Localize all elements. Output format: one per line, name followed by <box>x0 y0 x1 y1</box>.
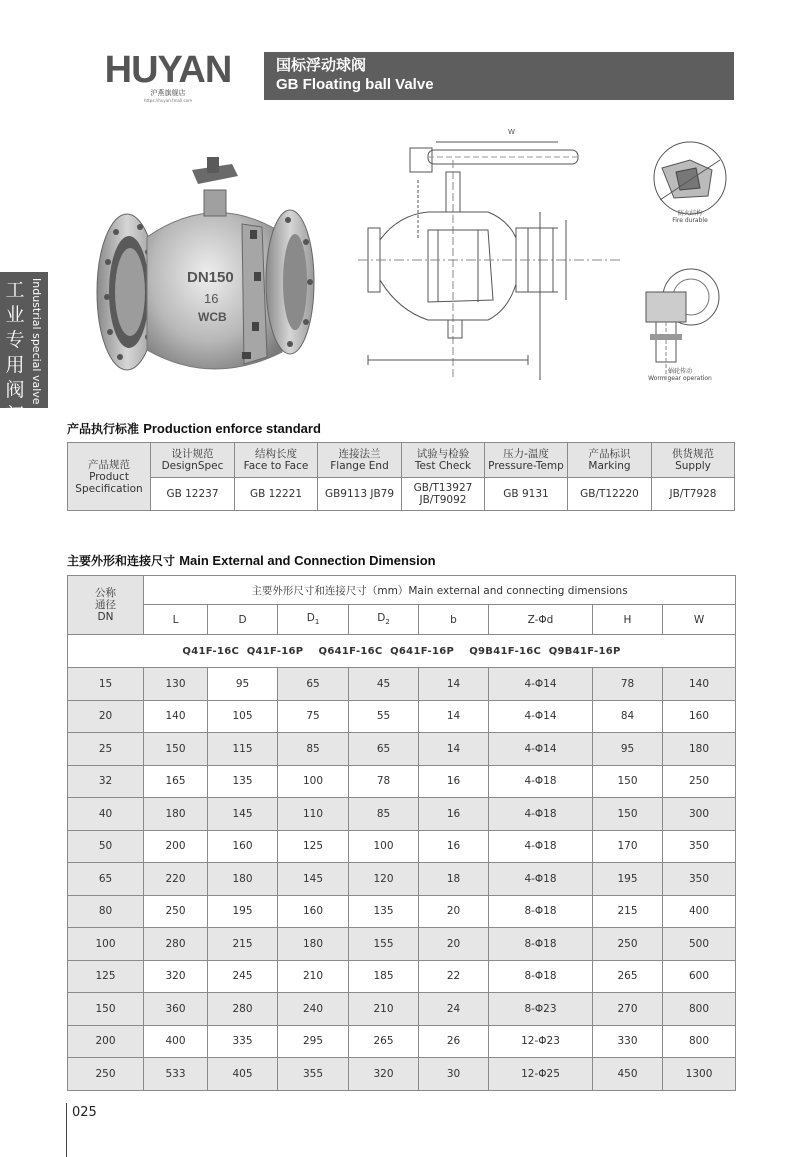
dimension-cell: 8-Φ23 <box>489 993 593 1026</box>
dimension-table <box>67 575 736 1091</box>
product-title-en: GB Floating ball Valve <box>276 76 434 93</box>
table-row <box>68 733 736 766</box>
dimension-cell: 16 <box>419 765 489 798</box>
dn-cell: 80 <box>68 895 144 928</box>
drawing-dim-w: W <box>508 128 515 136</box>
table-row <box>68 668 736 701</box>
category-side-tab <box>0 272 48 426</box>
dimension-cell: 350 <box>663 863 736 896</box>
row-label-cn: 产品规范 <box>88 458 130 471</box>
dimension-cell: 270 <box>593 993 663 1026</box>
dimension-cell: 180 <box>278 928 349 961</box>
dimension-cell: 320 <box>144 960 208 993</box>
col-en: Flange End <box>330 460 389 472</box>
dimension-cell: 20 <box>419 895 489 928</box>
dimension-cell: 160 <box>208 830 278 863</box>
standard-value: GB/T12220 <box>568 478 652 511</box>
dimension-title-cn: 主要外形和连接尺寸 <box>67 554 176 568</box>
dimension-cell: 245 <box>208 960 278 993</box>
detail-1-caption <box>648 208 732 224</box>
dimension-cell: 155 <box>349 928 419 961</box>
dimension-cell: 405 <box>208 1058 278 1091</box>
detail-1-caption-en: Fire durable <box>672 217 708 224</box>
dimension-cell: 12-Φ25 <box>489 1058 593 1091</box>
col-header-w: W <box>663 605 736 635</box>
dn-cell: 100 <box>68 928 144 961</box>
dimension-cell: 215 <box>593 895 663 928</box>
dimension-cell: 280 <box>144 928 208 961</box>
dimension-cell: 145 <box>278 863 349 896</box>
dimension-cell: 135 <box>349 895 419 928</box>
dimension-cell: 210 <box>349 993 419 1026</box>
row-label-en-2: Specification <box>75 482 143 495</box>
dimension-cell: 500 <box>663 928 736 961</box>
dimension-cell: 450 <box>593 1058 663 1091</box>
table-row <box>68 1025 736 1058</box>
dimension-cell: 195 <box>208 895 278 928</box>
table-row <box>68 830 736 863</box>
col-header-z: Z-Φd <box>489 605 593 635</box>
detail-2-caption <box>632 366 728 382</box>
dimension-cell: 150 <box>593 798 663 831</box>
model-list: Q41F-16C Q41F-16P Q641F-16C Q641F-16P Q9B41F-16C Q9B41F-16P <box>68 635 736 668</box>
logo-subtitle: 沪燕旗舰店 <box>150 89 186 97</box>
table-row <box>68 863 736 896</box>
standard-value: GB9113 JB79 <box>318 478 402 511</box>
product-title-bar <box>264 52 734 100</box>
col-cn: 设计规范 <box>171 448 214 460</box>
dimension-cell: 110 <box>278 798 349 831</box>
col-en: Pressure-Temp <box>488 460 564 472</box>
dn-cell: 250 <box>68 1058 144 1091</box>
dn-header <box>68 576 144 635</box>
dimension-cell: 4-Φ18 <box>489 798 593 831</box>
col-cn: 产品标识 <box>588 448 631 460</box>
standard-value <box>402 478 485 511</box>
standard-value: GB 9131 <box>485 478 568 511</box>
dimension-cell: 150 <box>593 765 663 798</box>
dn-cell: 40 <box>68 798 144 831</box>
standard-value: GB 12221 <box>235 478 318 511</box>
col-cn: 连接法兰 <box>338 448 381 460</box>
col-en: Test Check <box>414 460 472 472</box>
col-en: DesignSpec <box>161 460 224 472</box>
dimension-section-title <box>67 552 436 569</box>
detail-2-caption-en: Worm gear operation <box>648 375 712 382</box>
dimension-cell: 330 <box>593 1025 663 1058</box>
dimension-cell: 14 <box>419 668 489 701</box>
dimension-cell: 250 <box>663 765 736 798</box>
col-en: Supply <box>675 460 711 472</box>
dimension-cell: 280 <box>208 993 278 1026</box>
row-label-en-1: Product <box>89 470 129 483</box>
dimension-cell: 140 <box>144 700 208 733</box>
dn-cell: 200 <box>68 1025 144 1058</box>
dimension-cell: 295 <box>278 1025 349 1058</box>
dimension-cell: 65 <box>349 733 419 766</box>
dimension-cell: 200 <box>144 830 208 863</box>
page-divider <box>66 1103 67 1157</box>
table-row <box>68 928 736 961</box>
standard-section-title <box>67 420 321 437</box>
dn-cell: 65 <box>68 863 144 896</box>
col-cn: 试验与检验 <box>416 448 470 460</box>
standard-col-design <box>151 443 235 478</box>
standard-col-supply <box>652 443 735 478</box>
dimension-cell: 170 <box>593 830 663 863</box>
dn-cell: 20 <box>68 700 144 733</box>
photo-marking-material: WCB <box>198 310 227 324</box>
dimension-cell: 105 <box>208 700 278 733</box>
table-row <box>68 765 736 798</box>
table-row <box>68 700 736 733</box>
table-row <box>68 1058 736 1091</box>
dimension-cell: 600 <box>663 960 736 993</box>
dimension-cell: 78 <box>593 668 663 701</box>
dimension-title-en: Main External and Connection Dimension <box>179 553 436 568</box>
side-tab-en: Industrial special valve <box>30 278 43 405</box>
dimension-cell: 120 <box>349 863 419 896</box>
table-row <box>68 960 736 993</box>
dimension-cell: 800 <box>663 993 736 1026</box>
dn-header-line: 公称 <box>95 587 116 599</box>
dimension-cell: 100 <box>278 765 349 798</box>
table-row <box>68 798 736 831</box>
dimension-cell: 75 <box>278 700 349 733</box>
col-header-d: D <box>208 605 278 635</box>
photo-marking-dn: DN150 <box>187 269 234 286</box>
standard-title-cn: 产品执行标准 <box>67 422 140 436</box>
detail-2-caption-cn: 蜗轮传动 <box>667 368 692 375</box>
dimension-cell: 12-Φ23 <box>489 1025 593 1058</box>
dimension-cell: 180 <box>144 798 208 831</box>
col-en: Face to Face <box>243 460 309 472</box>
dimension-cell: 30 <box>419 1058 489 1091</box>
section-drawing <box>358 120 620 390</box>
dimension-cell: 160 <box>278 895 349 928</box>
dimension-cell: 4-Φ18 <box>489 765 593 798</box>
dimension-cell: 16 <box>419 830 489 863</box>
standard-value: GB 12237 <box>151 478 235 511</box>
col-header-d2: $D_2$ <box>349 605 419 635</box>
dimension-cell: 355 <box>278 1058 349 1091</box>
dimension-cell: 300 <box>663 798 736 831</box>
dimension-cell: 78 <box>349 765 419 798</box>
dimension-cell: 145 <box>208 798 278 831</box>
dimension-cell: 360 <box>144 993 208 1026</box>
standard-col-flange <box>318 443 402 478</box>
dimension-cell: 85 <box>278 733 349 766</box>
dimension-cell: 84 <box>593 700 663 733</box>
dimension-cell: 4-Φ14 <box>489 733 593 766</box>
side-tab-cn: 工业专用阀门 <box>5 279 25 426</box>
dimension-cell: 265 <box>593 960 663 993</box>
dimension-cell: 95 <box>593 733 663 766</box>
dn-header-line: DN <box>97 611 114 623</box>
col-cn: 结构长度 <box>255 448 297 460</box>
standard-col-test <box>402 443 485 478</box>
table-row <box>68 993 736 1026</box>
dn-header-line: 通径 <box>95 599 116 611</box>
standard-value-line: GB/T13927 <box>413 482 473 494</box>
dimension-cell: 140 <box>663 668 736 701</box>
dimension-cell: 4-Φ14 <box>489 700 593 733</box>
col-header-l: L <box>144 605 208 635</box>
logo-url: https://huyan.tmall.com <box>144 98 192 103</box>
dimension-cell: 8-Φ18 <box>489 960 593 993</box>
col-header-d1: $D_1$ <box>278 605 349 635</box>
dimension-cell: 185 <box>349 960 419 993</box>
dimension-cell: 115 <box>208 733 278 766</box>
dn-cell: 32 <box>68 765 144 798</box>
standard-col-face <box>235 443 318 478</box>
dn-cell: 25 <box>68 733 144 766</box>
dimension-cell: 18 <box>419 863 489 896</box>
col-cn: 压力-温度 <box>503 448 549 460</box>
dimension-cell: 165 <box>144 765 208 798</box>
dimension-cell: 240 <box>278 993 349 1026</box>
dimension-cell: 210 <box>278 960 349 993</box>
dimension-cell: 16 <box>419 798 489 831</box>
dimension-cell: 265 <box>349 1025 419 1058</box>
dimension-cell: 150 <box>144 733 208 766</box>
dn-cell: 150 <box>68 993 144 1026</box>
standard-value: JB/T7928 <box>652 478 735 511</box>
dimension-cell: 20 <box>419 928 489 961</box>
detail-1-caption-cn: 防火结构 <box>677 210 702 217</box>
dimension-cell: 8-Φ18 <box>489 928 593 961</box>
col-header-b: b <box>419 605 489 635</box>
dimension-cell: 4-Φ18 <box>489 830 593 863</box>
standard-value-line: JB/T9092 <box>419 494 467 506</box>
dimension-cell: 125 <box>278 830 349 863</box>
dimension-cell: 24 <box>419 993 489 1026</box>
dimension-cell: 95 <box>208 668 278 701</box>
dimension-column-headers <box>68 605 736 635</box>
brand-logo <box>104 49 232 103</box>
dimension-cell: 100 <box>349 830 419 863</box>
dn-cell: 15 <box>68 668 144 701</box>
col-header-h: H <box>593 605 663 635</box>
dimension-cell: 4-Φ18 <box>489 863 593 896</box>
standard-title-en: Production enforce standard <box>143 421 321 436</box>
product-title-cn: 国标浮动球阀 <box>276 56 367 74</box>
dimension-rows <box>68 668 736 1091</box>
dimension-cell: 320 <box>349 1058 419 1091</box>
dimension-cell: 180 <box>208 863 278 896</box>
dimension-cell: 4-Φ14 <box>489 668 593 701</box>
dimension-cell: 130 <box>144 668 208 701</box>
col-en: Marking <box>588 460 631 472</box>
standard-table <box>67 442 735 511</box>
dimension-cell: 215 <box>208 928 278 961</box>
dimension-cell: 220 <box>144 863 208 896</box>
standard-row-label <box>68 443 151 511</box>
col-cn: 供货规范 <box>672 448 714 460</box>
dimension-cell: 22 <box>419 960 489 993</box>
dimension-cell: 160 <box>663 700 736 733</box>
dn-cell: 50 <box>68 830 144 863</box>
dimension-cell: 350 <box>663 830 736 863</box>
dimension-cell: 14 <box>419 700 489 733</box>
dimension-cell: 1300 <box>663 1058 736 1091</box>
photo-marking-pn: 16 <box>204 291 219 306</box>
dimension-cell: 195 <box>593 863 663 896</box>
dimension-cell: 135 <box>208 765 278 798</box>
dimension-cell: 26 <box>419 1025 489 1058</box>
dimension-cell: 800 <box>663 1025 736 1058</box>
dimension-cell: 45 <box>349 668 419 701</box>
dn-cell: 125 <box>68 960 144 993</box>
dimension-cell: 65 <box>278 668 349 701</box>
dimension-cell: 85 <box>349 798 419 831</box>
standard-col-marking <box>568 443 652 478</box>
dimension-cell: 14 <box>419 733 489 766</box>
dimension-cell: 400 <box>663 895 736 928</box>
dimension-cell: 250 <box>593 928 663 961</box>
dimension-cell: 335 <box>208 1025 278 1058</box>
dimension-cell: 250 <box>144 895 208 928</box>
dimension-cell: 8-Φ18 <box>489 895 593 928</box>
dimension-group-header: 主要外形尺寸和连接尺寸（mm）Main external and connecting dimensions <box>144 576 736 605</box>
table-row <box>68 895 736 928</box>
page-number: 025 <box>72 1105 97 1120</box>
dimension-cell: 55 <box>349 700 419 733</box>
valve-photo <box>92 152 322 387</box>
logo-wordmark: HUYAN <box>104 49 232 91</box>
dimension-cell: 400 <box>144 1025 208 1058</box>
dimension-cell: 533 <box>144 1058 208 1091</box>
standard-col-pressure <box>485 443 568 478</box>
dimension-cell: 180 <box>663 733 736 766</box>
